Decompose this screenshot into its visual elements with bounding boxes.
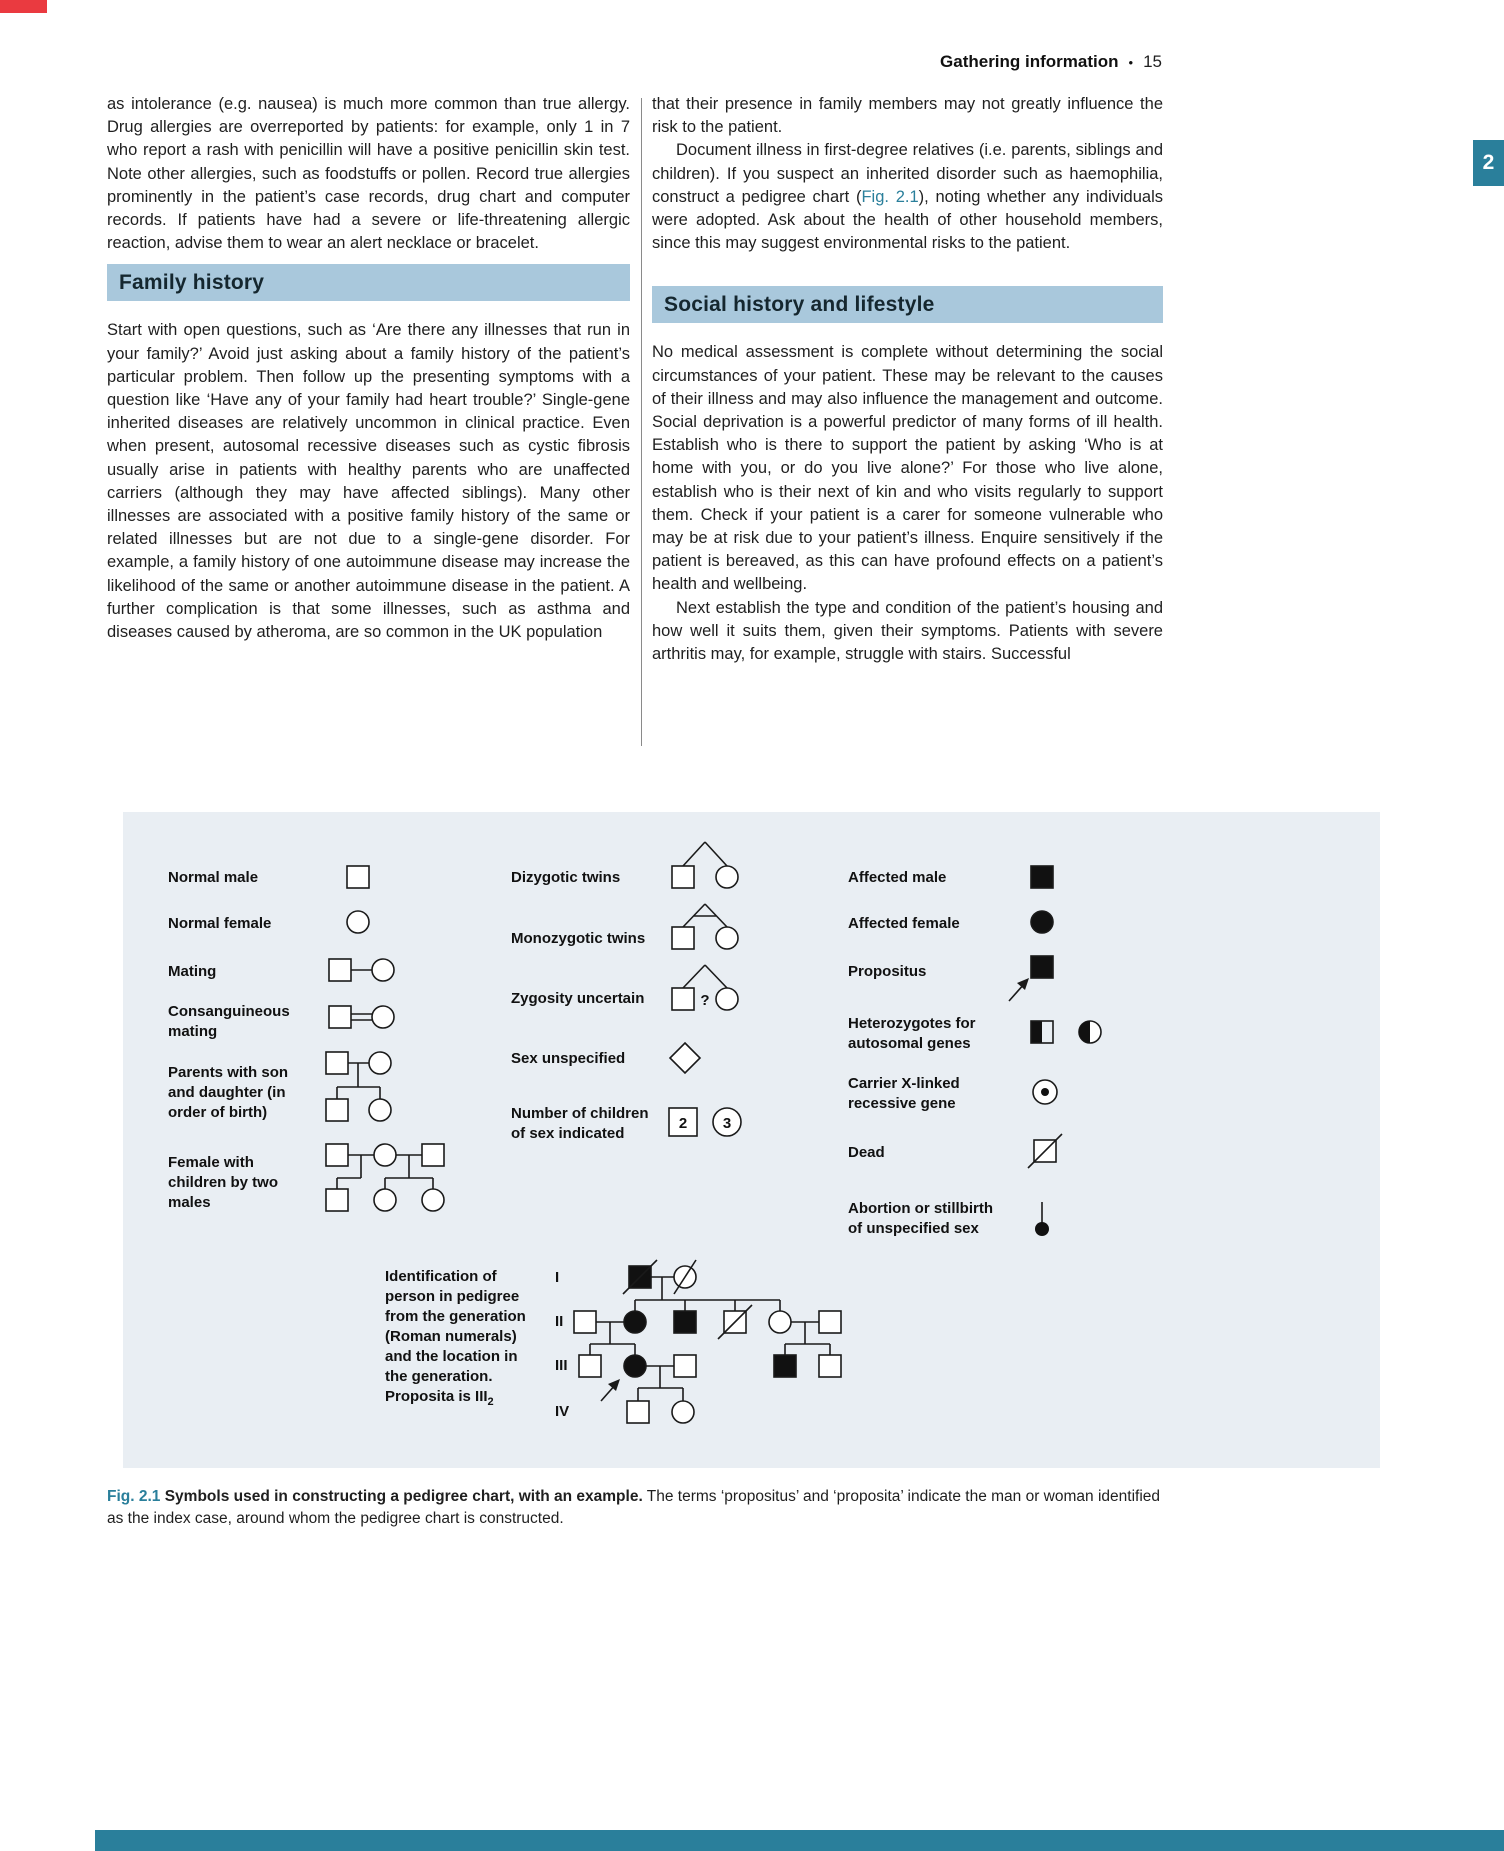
- paragraph-family-influence: that their presence in family members may not greatly influence the risk to the patient.: [652, 95, 1163, 137]
- legend-label-propositus: Propositus: [848, 963, 927, 980]
- legend-label-heterozygotes: Heterozygotes for autosomal genes: [848, 1015, 976, 1052]
- legend-label-sex-unspecified: Sex unspecified: [511, 1050, 626, 1067]
- affected-female-symbol: [1031, 911, 1053, 933]
- legend-label-abortion-stillbirth: Abortion or stillbirth of unspecified sex: [848, 1200, 993, 1237]
- figure-pedigree-symbols: [123, 812, 1380, 1468]
- running-header-bullet: •: [1128, 55, 1134, 70]
- female-children-two-males-symbol: [326, 1144, 444, 1211]
- legend-label-affected-male: Affected male: [848, 869, 947, 886]
- parents-son-daughter-symbol: [326, 1052, 391, 1121]
- children-count-male: 2: [678, 1115, 688, 1132]
- column-divider: [641, 98, 642, 746]
- legend-label-consanguineous-mating: Consanguineous mating: [168, 1003, 290, 1040]
- legend-label-affected-female: Affected female: [848, 915, 960, 932]
- pedigree-identification-note: [385, 1267, 543, 1412]
- normal-male-symbol: [347, 866, 369, 888]
- carrier-x-linked-symbol: [1033, 1080, 1057, 1104]
- figure-caption-text: The terms ‘propositus’ and ‘proposita’ indicate the man or woman identified as the index case, around whom the pedigree chart is constructed.: [107, 1488, 1160, 1527]
- legend-label-mating: Mating: [168, 963, 217, 980]
- consanguineous-mating-symbol: [329, 1006, 394, 1028]
- legend-label-parents-son-daughter: Parents with son and daughter (in order of birth): [168, 1064, 289, 1121]
- figure-caption-bold: Symbols used in constructing a pedigree chart, with an example.: [164, 1488, 643, 1505]
- left-column: [107, 93, 630, 644]
- proposita-subscript: 2: [487, 1396, 494, 1408]
- legend-label-dead: Dead: [848, 1144, 885, 1161]
- section-header-family-history: [107, 264, 630, 301]
- page-number: 15: [1143, 52, 1162, 71]
- zygosity-question-mark: ?: [700, 992, 710, 1009]
- generation-label-4: IV: [555, 1403, 570, 1420]
- example-pedigree: [574, 1260, 841, 1423]
- paragraph-family-history: Start with open questions, such as ‘Are there any illnesses that run in your family?’ Avoid just asking about a family history of the patient’s particular problem. Then follow up the presenting symptoms with a question like ‘Have any of your family had heart trouble?’ Single-gene inherited diseases are relatively uncommon in clinical practice. Even when present, autosomal recessive diseases such as cystic fibrosis usually arise in patients with healthy parents who are unaffected carriers (although they may have affected siblings). Many other illnesses are associated with a positive family history of the same or related illnesses but are not due to a single-gene disorder. For example, a family history of one autoimmune disease may increase the likelihood of the same or another autoimmune disease in the patient. A further complication is that some illnesses, such as asthma and diseases caused by atheroma, are so common in the UK population: [107, 321, 630, 642]
- running-header-title: Gathering information: [940, 52, 1119, 71]
- proposita-text: Proposita is III: [385, 1388, 488, 1405]
- chapter-tab: 2: [1473, 140, 1504, 186]
- generation-label-2: II: [555, 1313, 564, 1330]
- legend-label-normal-male: Normal male: [168, 869, 259, 886]
- heterozygote-symbols: [1031, 1021, 1101, 1043]
- generation-label-3: III: [555, 1357, 568, 1374]
- legend-label-number-of-children: Number of children of sex indicated: [511, 1105, 649, 1142]
- figure-caption: [107, 1486, 1179, 1530]
- legend-label-female-two-males: Female with children by two males: [168, 1154, 279, 1211]
- legend-label-dizygotic-twins: Dizygotic twins: [511, 869, 621, 886]
- section-header-social-history: [652, 286, 1163, 323]
- identification-note-text: Identification of person in pedigree from the generation (Roman numerals) and the location in the generation.: [385, 1268, 526, 1385]
- section-title: Social history and lifestyle: [664, 293, 935, 317]
- paragraph-housing: Next establish the type and condition of the patient’s housing and how well it suits them, given their symptoms. Patients with severe arthritis may, for example, struggle with stairs. Successful: [652, 598, 1163, 664]
- affected-male-symbol: [1031, 866, 1053, 888]
- abortion-stillbirth-symbol: [1035, 1202, 1049, 1236]
- dizygotic-twins-symbol: [672, 842, 738, 888]
- normal-female-symbol: [347, 911, 369, 933]
- children-count-female: 3: [722, 1115, 732, 1132]
- right-column: [652, 93, 1163, 666]
- running-header: [940, 52, 1162, 72]
- legend-label-monozygotic-twins: Monozygotic twins: [511, 930, 646, 947]
- bottom-accent-bar: [95, 1830, 1504, 1851]
- pedigree-symbols-svg: [123, 812, 1380, 1468]
- monozygotic-twins-symbol: [672, 904, 738, 949]
- legend-label-normal-female: Normal female: [168, 915, 272, 932]
- text-after-fig-link: ), noting whether any individuals were adopted. Ask about the health of other household members, since this may suggest environmental risks to the patient.: [652, 187, 1163, 253]
- legend-label-zygosity-uncertain: Zygosity uncertain: [511, 990, 645, 1007]
- mating-symbol: [329, 959, 394, 981]
- legend-label-carrier-x-linked: Carrier X-linked recessive gene: [848, 1075, 960, 1112]
- text-before-fig-link: Document illness in first-degree relatives (i.e. parents, siblings and children). If you suspect an inherited disorder such as haemophilia, construct a pedigree chart (: [652, 141, 1163, 206]
- figure-reference-link[interactable]: Fig. 2.1: [861, 187, 919, 206]
- section-title: Family history: [119, 271, 265, 295]
- dead-symbol: [1028, 1134, 1062, 1168]
- page-corner-mark: [0, 0, 47, 13]
- paragraph-allergy-continued: as intolerance (e.g. nausea) is much more common than true allergy. Drug allergies are overreported by patients: for example, only 1 in 7 who report a rash with penicillin will have a positive penicillin skin test. Note other allergies, such as foodstuffs or pollen. Record true allergies prominently in the patient’s case records, drug chart and computer records. If patients have had a severe or life-threatening allergic reaction, advise them to wear an alert necklace or bracelet.: [107, 95, 630, 253]
- generation-label-1: I: [555, 1269, 560, 1286]
- figure-caption-label: Fig. 2.1: [107, 1488, 161, 1505]
- paragraph-social-history: No medical assessment is complete without determining the social circumstances of your patient. These may be relevant to the causes of their illness and may also influence the management and outcome. Social deprivation is a powerful predictor of many forms of ill health. Establish who is there to support the patient by asking ‘Who is at home with you, or do you live alone?’ For those who live alone, establish who is their next of kin and who visits regularly to support them. Check if your patient is a carer for someone vulnerable who may be at risk due to your patient’s illness. Enquire sensitively if the patient is bereaved, as this can have profound effects on a patient’s health and wellbeing.: [652, 343, 1163, 594]
- paragraph-document-illness: [652, 139, 1163, 255]
